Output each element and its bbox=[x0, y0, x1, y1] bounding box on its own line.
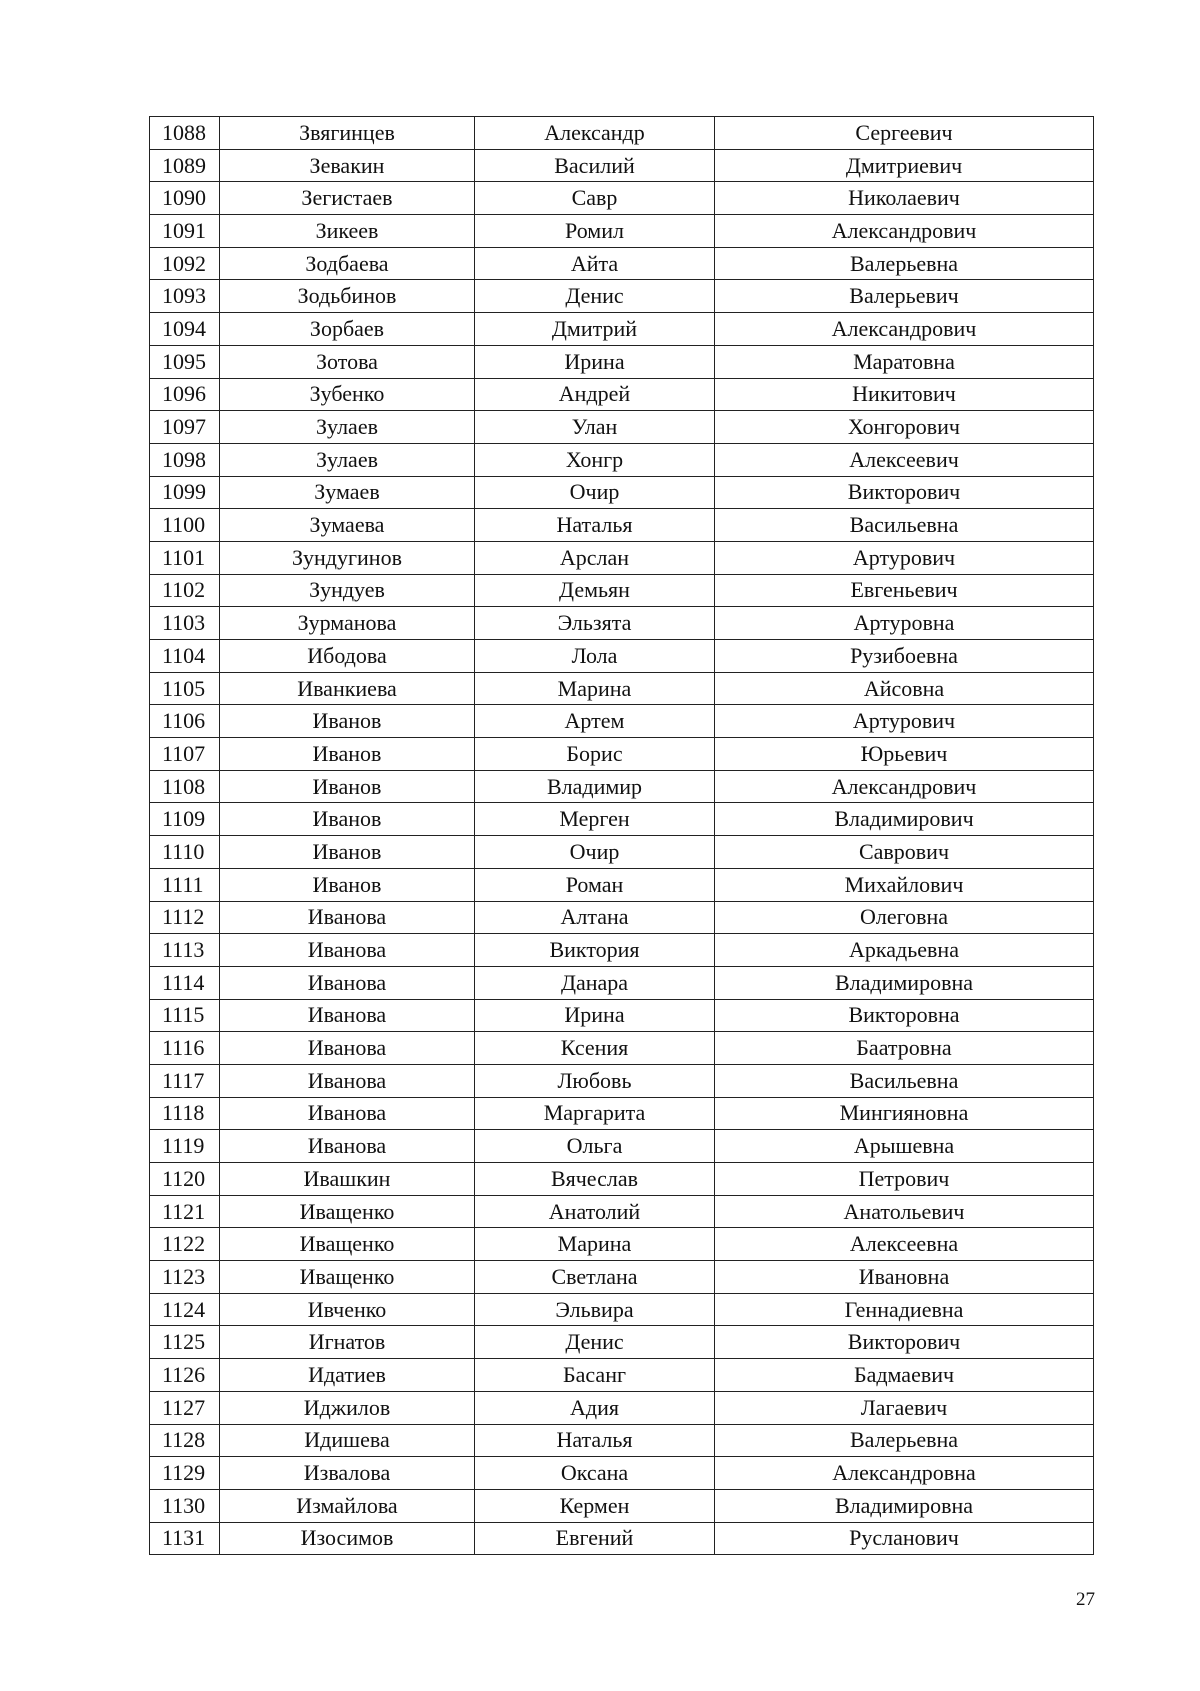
row-number: 1122 bbox=[150, 1228, 220, 1261]
first-name: Алтана bbox=[475, 901, 715, 934]
row-number: 1124 bbox=[150, 1293, 220, 1326]
row-number: 1128 bbox=[150, 1424, 220, 1457]
last-name: Идишева bbox=[220, 1424, 475, 1457]
first-name: Денис bbox=[475, 280, 715, 313]
row-number: 1097 bbox=[150, 411, 220, 444]
row-number: 1104 bbox=[150, 640, 220, 673]
last-name: Зумаев bbox=[220, 476, 475, 509]
table-row bbox=[150, 966, 1094, 999]
patronymic: Артурович bbox=[715, 705, 1094, 738]
first-name: Наталья bbox=[475, 1424, 715, 1457]
table-row bbox=[150, 280, 1094, 313]
table-row bbox=[150, 411, 1094, 444]
last-name: Зундугинов bbox=[220, 541, 475, 574]
table-row bbox=[150, 476, 1094, 509]
table-row bbox=[150, 1326, 1094, 1359]
table-row bbox=[150, 803, 1094, 836]
first-name: Басанг bbox=[475, 1359, 715, 1392]
table-row bbox=[150, 247, 1094, 280]
table-row bbox=[150, 607, 1094, 640]
first-name: Ирина bbox=[475, 999, 715, 1032]
last-name: Иванова bbox=[220, 1097, 475, 1130]
table-row bbox=[150, 1195, 1094, 1228]
name-list-table bbox=[149, 116, 1094, 1555]
last-name: Иванова bbox=[220, 1064, 475, 1097]
row-number: 1129 bbox=[150, 1457, 220, 1490]
last-name: Иванова bbox=[220, 1130, 475, 1163]
row-number: 1119 bbox=[150, 1130, 220, 1163]
patronymic: Баатровна bbox=[715, 1032, 1094, 1065]
last-name: Иванова bbox=[220, 901, 475, 934]
last-name: Зодьбинов bbox=[220, 280, 475, 313]
patronymic: Васильевна bbox=[715, 509, 1094, 542]
last-name: Иванов bbox=[220, 738, 475, 771]
first-name: Улан bbox=[475, 411, 715, 444]
patronymic: Маратовна bbox=[715, 345, 1094, 378]
first-name: Александр bbox=[475, 117, 715, 150]
patronymic: Арышевна bbox=[715, 1130, 1094, 1163]
table-row bbox=[150, 1097, 1094, 1130]
last-name: Зулаев bbox=[220, 443, 475, 476]
first-name: Борис bbox=[475, 738, 715, 771]
patronymic: Михайлович bbox=[715, 868, 1094, 901]
table-row bbox=[150, 149, 1094, 182]
table-row bbox=[150, 640, 1094, 673]
table-row bbox=[150, 1261, 1094, 1294]
patronymic: Хонгорович bbox=[715, 411, 1094, 444]
row-number: 1090 bbox=[150, 182, 220, 215]
table-row bbox=[150, 836, 1094, 869]
last-name: Иванова bbox=[220, 966, 475, 999]
patronymic: Рузибоевна bbox=[715, 640, 1094, 673]
last-name: Иванова bbox=[220, 934, 475, 967]
last-name: Зубенко bbox=[220, 378, 475, 411]
row-number: 1089 bbox=[150, 149, 220, 182]
first-name: Хонгр bbox=[475, 443, 715, 476]
table-row bbox=[150, 738, 1094, 771]
last-name: Зулаев bbox=[220, 411, 475, 444]
last-name: Иванкиева bbox=[220, 672, 475, 705]
patronymic: Олеговна bbox=[715, 901, 1094, 934]
patronymic: Лагаевич bbox=[715, 1391, 1094, 1424]
first-name: Евгений bbox=[475, 1522, 715, 1555]
patronymic: Валерьевна bbox=[715, 247, 1094, 280]
patronymic: Александрович bbox=[715, 313, 1094, 346]
first-name: Лола bbox=[475, 640, 715, 673]
patronymic: Александрович bbox=[715, 770, 1094, 803]
last-name: Иванов bbox=[220, 868, 475, 901]
table-row bbox=[150, 117, 1094, 150]
patronymic: Викторович bbox=[715, 476, 1094, 509]
first-name: Артем bbox=[475, 705, 715, 738]
last-name: Измайлова bbox=[220, 1489, 475, 1522]
patronymic: Викторовна bbox=[715, 999, 1094, 1032]
patronymic: Ивановна bbox=[715, 1261, 1094, 1294]
patronymic: Мингияновна bbox=[715, 1097, 1094, 1130]
row-number: 1127 bbox=[150, 1391, 220, 1424]
first-name: Оксана bbox=[475, 1457, 715, 1490]
last-name: Игнатов bbox=[220, 1326, 475, 1359]
patronymic: Викторович bbox=[715, 1326, 1094, 1359]
patronymic: Геннадиевна bbox=[715, 1293, 1094, 1326]
row-number: 1123 bbox=[150, 1261, 220, 1294]
first-name: Марина bbox=[475, 672, 715, 705]
last-name: Иващенко bbox=[220, 1228, 475, 1261]
first-name: Василий bbox=[475, 149, 715, 182]
first-name: Дмитрий bbox=[475, 313, 715, 346]
name-list-body bbox=[150, 117, 1094, 1555]
row-number: 1126 bbox=[150, 1359, 220, 1392]
row-number: 1099 bbox=[150, 476, 220, 509]
patronymic: Дмитриевич bbox=[715, 149, 1094, 182]
row-number: 1091 bbox=[150, 215, 220, 248]
first-name: Эльзята bbox=[475, 607, 715, 640]
first-name: Анатолий bbox=[475, 1195, 715, 1228]
row-number: 1092 bbox=[150, 247, 220, 280]
row-number: 1120 bbox=[150, 1163, 220, 1196]
first-name: Светлана bbox=[475, 1261, 715, 1294]
patronymic: Сергеевич bbox=[715, 117, 1094, 150]
last-name: Ибодова bbox=[220, 640, 475, 673]
first-name: Марина bbox=[475, 1228, 715, 1261]
row-number: 1088 bbox=[150, 117, 220, 150]
patronymic: Валерьевич bbox=[715, 280, 1094, 313]
row-number: 1109 bbox=[150, 803, 220, 836]
patronymic: Айсовна bbox=[715, 672, 1094, 705]
patronymic: Владимировна bbox=[715, 1489, 1094, 1522]
patronymic: Алексеевна bbox=[715, 1228, 1094, 1261]
row-number: 1096 bbox=[150, 378, 220, 411]
first-name: Ромил bbox=[475, 215, 715, 248]
row-number: 1103 bbox=[150, 607, 220, 640]
patronymic: Никитович bbox=[715, 378, 1094, 411]
row-number: 1130 bbox=[150, 1489, 220, 1522]
last-name: Зурманова bbox=[220, 607, 475, 640]
table-row bbox=[150, 1457, 1094, 1490]
row-number: 1106 bbox=[150, 705, 220, 738]
table-row bbox=[150, 345, 1094, 378]
row-number: 1116 bbox=[150, 1032, 220, 1065]
row-number: 1113 bbox=[150, 934, 220, 967]
first-name: Ксения bbox=[475, 1032, 715, 1065]
last-name: Зундуев bbox=[220, 574, 475, 607]
patronymic: Артурович bbox=[715, 541, 1094, 574]
row-number: 1115 bbox=[150, 999, 220, 1032]
first-name: Ольга bbox=[475, 1130, 715, 1163]
row-number: 1100 bbox=[150, 509, 220, 542]
patronymic: Русланович bbox=[715, 1522, 1094, 1555]
row-number: 1121 bbox=[150, 1195, 220, 1228]
row-number: 1108 bbox=[150, 770, 220, 803]
table-row bbox=[150, 378, 1094, 411]
first-name: Маргарита bbox=[475, 1097, 715, 1130]
table-row bbox=[150, 1424, 1094, 1457]
first-name: Любовь bbox=[475, 1064, 715, 1097]
last-name: Ивашкин bbox=[220, 1163, 475, 1196]
row-number: 1093 bbox=[150, 280, 220, 313]
first-name: Роман bbox=[475, 868, 715, 901]
row-number: 1125 bbox=[150, 1326, 220, 1359]
last-name: Иванов bbox=[220, 836, 475, 869]
patronymic: Валерьевна bbox=[715, 1424, 1094, 1457]
first-name: Савр bbox=[475, 182, 715, 215]
page-number: 27 bbox=[1076, 1589, 1095, 1610]
table-row bbox=[150, 1130, 1094, 1163]
table-row bbox=[150, 1032, 1094, 1065]
last-name: Извалова bbox=[220, 1457, 475, 1490]
last-name: Иванов bbox=[220, 803, 475, 836]
first-name: Наталья bbox=[475, 509, 715, 542]
first-name: Очир bbox=[475, 476, 715, 509]
table-row bbox=[150, 1293, 1094, 1326]
patronymic: Юрьевич bbox=[715, 738, 1094, 771]
table-row bbox=[150, 443, 1094, 476]
table-row bbox=[150, 672, 1094, 705]
patronymic: Евгеньевич bbox=[715, 574, 1094, 607]
first-name: Кермен bbox=[475, 1489, 715, 1522]
first-name: Эльвира bbox=[475, 1293, 715, 1326]
last-name: Иванова bbox=[220, 999, 475, 1032]
patronymic: Владимирович bbox=[715, 803, 1094, 836]
patronymic: Алексеевич bbox=[715, 443, 1094, 476]
row-number: 1131 bbox=[150, 1522, 220, 1555]
last-name: Иванов bbox=[220, 705, 475, 738]
first-name: Денис bbox=[475, 1326, 715, 1359]
first-name: Вячеслав bbox=[475, 1163, 715, 1196]
row-number: 1101 bbox=[150, 541, 220, 574]
row-number: 1117 bbox=[150, 1064, 220, 1097]
first-name: Данара bbox=[475, 966, 715, 999]
first-name: Адия bbox=[475, 1391, 715, 1424]
patronymic: Бадмаевич bbox=[715, 1359, 1094, 1392]
patronymic: Владимировна bbox=[715, 966, 1094, 999]
patronymic: Петрович bbox=[715, 1163, 1094, 1196]
last-name: Изосимов bbox=[220, 1522, 475, 1555]
row-number: 1102 bbox=[150, 574, 220, 607]
table-row bbox=[150, 541, 1094, 574]
table-row bbox=[150, 313, 1094, 346]
table-row bbox=[150, 182, 1094, 215]
first-name: Демьян bbox=[475, 574, 715, 607]
first-name: Андрей bbox=[475, 378, 715, 411]
last-name: Иващенко bbox=[220, 1195, 475, 1228]
patronymic: Николаевич bbox=[715, 182, 1094, 215]
table-row bbox=[150, 574, 1094, 607]
table-row bbox=[150, 1064, 1094, 1097]
last-name: Зотова bbox=[220, 345, 475, 378]
row-number: 1095 bbox=[150, 345, 220, 378]
table-row bbox=[150, 215, 1094, 248]
patronymic: Васильевна bbox=[715, 1064, 1094, 1097]
last-name: Иващенко bbox=[220, 1261, 475, 1294]
patronymic: Артуровна bbox=[715, 607, 1094, 640]
table-row bbox=[150, 1163, 1094, 1196]
last-name: Зорбаев bbox=[220, 313, 475, 346]
patronymic: Аркадьевна bbox=[715, 934, 1094, 967]
row-number: 1098 bbox=[150, 443, 220, 476]
first-name: Ирина bbox=[475, 345, 715, 378]
last-name: Зумаева bbox=[220, 509, 475, 542]
last-name: Зодбаева bbox=[220, 247, 475, 280]
row-number: 1114 bbox=[150, 966, 220, 999]
last-name: Ивченко bbox=[220, 1293, 475, 1326]
row-number: 1105 bbox=[150, 672, 220, 705]
last-name: Зевакин bbox=[220, 149, 475, 182]
last-name: Звягинцев bbox=[220, 117, 475, 150]
first-name: Очир bbox=[475, 836, 715, 869]
table-row bbox=[150, 1228, 1094, 1261]
first-name: Владимир bbox=[475, 770, 715, 803]
table-row bbox=[150, 1522, 1094, 1555]
row-number: 1107 bbox=[150, 738, 220, 771]
last-name: Зегистаев bbox=[220, 182, 475, 215]
table-row bbox=[150, 1489, 1094, 1522]
table-row bbox=[150, 770, 1094, 803]
table-row bbox=[150, 868, 1094, 901]
first-name: Арслан bbox=[475, 541, 715, 574]
table-row bbox=[150, 705, 1094, 738]
table-row bbox=[150, 901, 1094, 934]
row-number: 1094 bbox=[150, 313, 220, 346]
row-number: 1111 bbox=[150, 868, 220, 901]
row-number: 1118 bbox=[150, 1097, 220, 1130]
row-number: 1110 bbox=[150, 836, 220, 869]
last-name: Зикеев bbox=[220, 215, 475, 248]
table-row bbox=[150, 509, 1094, 542]
patronymic: Анатольевич bbox=[715, 1195, 1094, 1228]
last-name: Иванова bbox=[220, 1032, 475, 1065]
first-name: Айта bbox=[475, 247, 715, 280]
patronymic: Александровна bbox=[715, 1457, 1094, 1490]
first-name: Мерген bbox=[475, 803, 715, 836]
table-row bbox=[150, 1359, 1094, 1392]
first-name: Виктория bbox=[475, 934, 715, 967]
table-row bbox=[150, 934, 1094, 967]
patronymic: Александрович bbox=[715, 215, 1094, 248]
table-row bbox=[150, 999, 1094, 1032]
row-number: 1112 bbox=[150, 901, 220, 934]
last-name: Иванов bbox=[220, 770, 475, 803]
table-row bbox=[150, 1391, 1094, 1424]
patronymic: Саврович bbox=[715, 836, 1094, 869]
last-name: Иджилов bbox=[220, 1391, 475, 1424]
last-name: Идатиев bbox=[220, 1359, 475, 1392]
